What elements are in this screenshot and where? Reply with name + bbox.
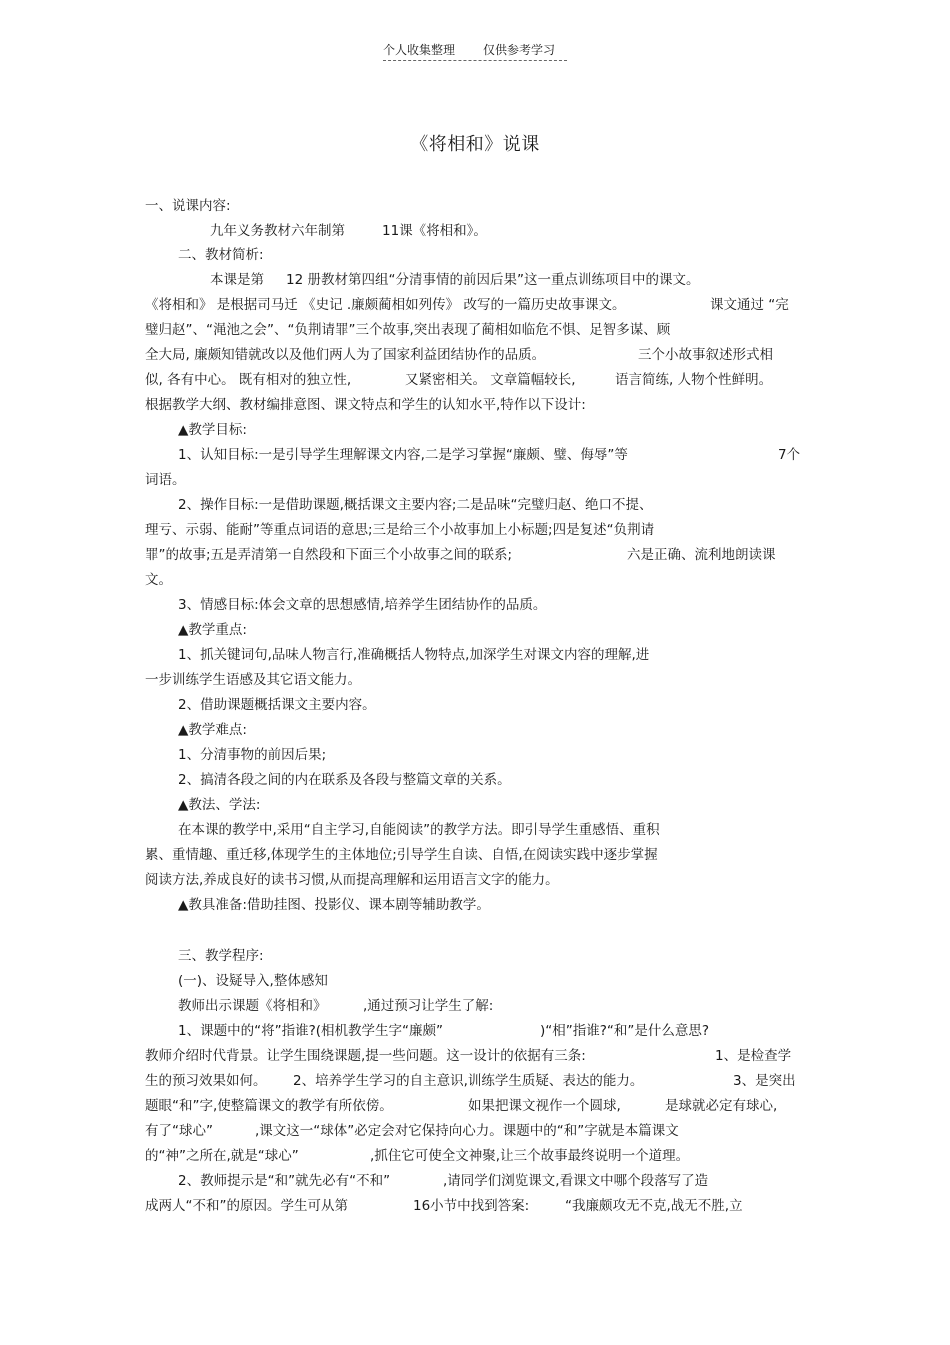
subheading: ▲教学难点: (178, 722, 247, 738)
text-segment: 《将相和》 是根据司马迁 《史记 .廉颇蔺相如列传》 改写的一篇历史故事课文。 (145, 297, 626, 313)
text-segment: 语言简练, 人物个性鲜明。 (615, 372, 773, 388)
text-line: 2、操作目标:一是借助课题,概括课文主要内容;二是品味“完璧归赵、绝口不提、 (178, 497, 653, 513)
text-segment: ,通过预习让学生了解: (363, 998, 494, 1014)
text-line: 根据教学大纲、教材编排意图、课文特点和学生的认知水平,特作以下设计: (145, 397, 586, 413)
subheading: ▲教法、学法: (178, 797, 261, 813)
page-header (383, 40, 567, 61)
section-heading: 二、教材简析: (178, 247, 264, 263)
text-segment: 成两人“不和”的原因。学生可从第 (145, 1198, 348, 1214)
text-segment: 三个小故事叙述形式相 (638, 347, 773, 363)
text-segment: ,请同学们浏览课文,看课文中哪个段落写了造 (443, 1173, 709, 1189)
text-segment: 16小节中找到答案: (413, 1198, 530, 1214)
text-segment: 的“神”之所在,就是“球心” (145, 1148, 299, 1164)
text-segment: 有了“球心” (145, 1123, 213, 1139)
text-segment: 是球就必定有球心, (665, 1098, 778, 1114)
text-segment: )“相”指谁?“和”是什么意思? (540, 1023, 710, 1039)
text-segment: 生的预习效果如何。 (145, 1073, 267, 1089)
subheading: (一)、设疑导入,整体感知 (178, 973, 328, 989)
text-line: 一步训练学生语感及其它语文能力。 (145, 672, 361, 688)
text-segment: 教师介绍时代背景。让学生围绕课题,提一些问题。这一设计的依据有三条: (145, 1048, 586, 1064)
text-segment: 全大局, 廉颇知错就改以及他们两人为了国家利益团结协作的品质。 (145, 347, 546, 363)
text-line: 阅读方法,养成良好的读书习惯,从而提高理解和运用语言文字的能力。 (145, 872, 559, 888)
text-segment: 2、教师提示是“和”就先必有“不和” (178, 1173, 391, 1189)
text-line: 璧归赵”、“渑池之会”、“负荆请罪”三个故事,突出表现了蔺相如临危不惧、足智多谋、顾 (145, 322, 671, 338)
text-segment: 1、是检查学 (715, 1048, 792, 1064)
text-segment: 课文通过 “完 (710, 297, 789, 313)
text-segment: 1、认知目标:一是引导学生理解课文内容,二是学习掌握“廉颇、璧、侮辱”等 (178, 447, 628, 463)
subheading: ▲教学重点: (178, 622, 247, 638)
text-line: ▲教具准备:借助挂图、投影仪、课本剧等辅助教学。 (178, 897, 490, 913)
text-segment: 又紧密相关。 文章篇幅较长, (405, 372, 576, 388)
text-segment: 2、培养学生学习的自主意识,训练学生质疑、表达的能力。 (293, 1073, 644, 1089)
text-segment: 六是正确、流利地朗读课 (627, 547, 776, 563)
text-line: 3、情感目标:体会文章的思想感情,培养学生团结协作的品质。 (178, 597, 547, 613)
text-line: 2、搞清各段之间的内在联系及各段与整篇文章的关系。 (178, 772, 511, 788)
section-heading: 一、说课内容: (145, 198, 231, 214)
header-left-text: 个人收集整理 (383, 43, 456, 57)
text-segment: 九年义务教材六年制第 (210, 223, 345, 239)
subheading: ▲教学目标: (178, 422, 247, 438)
text-segment: 11课《将相和》。 (382, 223, 487, 239)
text-segment: 1、课题中的“将”指谁?(相机教学生字“廉颇” (178, 1023, 443, 1039)
text-line: 2、借助课题概括课文主要内容。 (178, 697, 376, 713)
text-segment: 如果把课文视作一个圆球, (468, 1098, 621, 1114)
text-segment: 似, 各有中心。 既有相对的独立性, (145, 372, 352, 388)
text-segment: 7个 (778, 447, 801, 463)
document-title: 《将相和》说课 (410, 134, 540, 155)
text-line: 1、分清事物的前因后果; (178, 747, 327, 763)
text-line: 词语。 (145, 472, 186, 488)
text-segment: 12 册教材第四组“分清事情的前因后果”这一重点训练项目中的课文。 (286, 272, 700, 288)
section-heading: 三、教学程序: (178, 948, 264, 964)
text-segment: 题眼“和”字,使整篇课文的教学有所依傍。 (145, 1098, 393, 1114)
text-segment: 本课是第 (210, 272, 264, 288)
text-segment: “我廉颇攻无不克,战无不胜,立 (565, 1198, 743, 1214)
text-line: 文。 (145, 572, 172, 588)
text-segment: ,课文这一“球体”必定会对它保持向心力。课题中的“和”字就是本篇课文 (255, 1123, 679, 1139)
text-segment: ,抓住它可使全文神聚,让三个故事最终说明一个道理。 (370, 1148, 690, 1164)
header-right-text: 仅供参考学习 (483, 43, 556, 57)
text-line: 累、重情趣、重迁移,体现学生的主体地位;引导学生自读、自悟,在阅读实践中逐步掌握 (145, 847, 658, 863)
text-segment: 3、是突出 (733, 1073, 796, 1089)
text-line: 1、抓关键词句,品味人物言行,准确概括人物特点,加深学生对课文内容的理解,进 (178, 647, 650, 663)
text-line: 在本课的教学中,采用“自主学习,自能阅读”的教学方法。即引导学生重感悟、重积 (178, 822, 660, 838)
text-segment: 罪”的故事;五是弄清第一自然段和下面三个小故事之间的联系; (145, 547, 513, 563)
text-segment: 教师出示课题《将相和》 (178, 998, 327, 1014)
text-line: 理亏、示弱、能耐”等重点词语的意思;三是给三个小故事加上小标题;四是复述“负荆请 (145, 522, 655, 538)
